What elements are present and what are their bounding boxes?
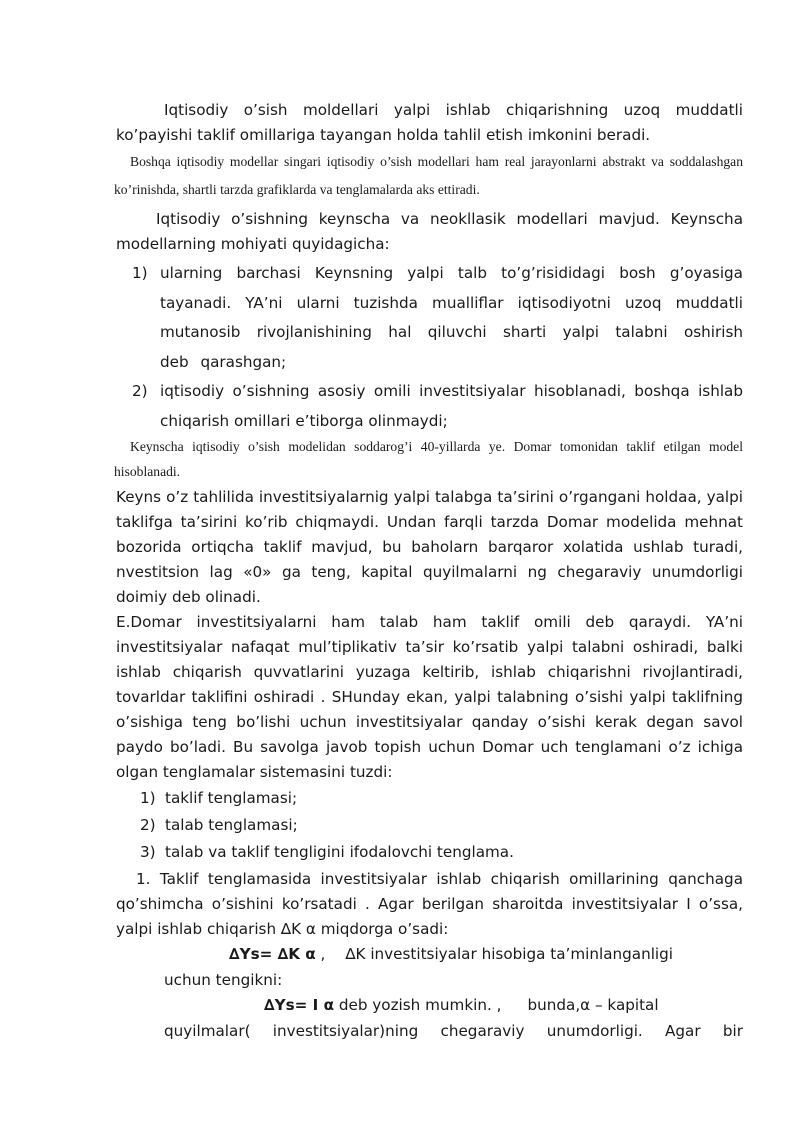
list-item — [116, 839, 743, 866]
list-item-text: taklif tenglamasi; — [165, 789, 298, 807]
list-item — [116, 812, 743, 839]
equation-system-list — [116, 785, 743, 866]
list-item-number: 2) — [132, 382, 148, 400]
document-page — [116, 98, 743, 1044]
list-item-number: 3) — [140, 843, 156, 861]
formula-line-3 — [116, 993, 743, 1019]
formula-ys-i-alpha: ∆Ys= I α — [264, 996, 335, 1014]
paragraph-domar-investments: E.Domar investitsiyalarni ham talab ham taklif omili deb qaraydi. YA’ni investitsiyalar nafaqat mul’tiplikativ ta’sir ko’rsatib yalpi talabni oshiradi, balki ishlab chiqarish quvvatlarini yuzaga keltirib, ishlab chiqarishni rivojlantiradi, tovarldar taklifini oshiradi . SHunday ekan, yalpi talabning o’sishi yalpi taklifning o’sishiga teng bo’lishi uchun investitsiyalar qanday o’sishi kerak degan savol paydo bo’ladi. Bu savolga javob topish uchun Domar uch tenglamani o’z ichiga olgan tenglamalar sistemasini tuzdi: — [116, 613, 743, 781]
formula-alpha-definition-cont: quyilmalar( investitsiyalar)ning chegaraviy unumdorligi. Agar bir — [164, 1021, 743, 1040]
formula-explanation-cont: uchun tengikni: — [164, 970, 283, 989]
formula-line-2 — [116, 968, 743, 994]
list-item — [116, 259, 743, 377]
list-item-number: 1) — [140, 789, 156, 807]
paragraph-supply-equation: 1. Taklif tenglamasida investitsiyalar ishlab chiqarish omillarining qanchaga qo’shimcha o’sishini ko’rsatadi . Agar berilgan sharoitda investitsiyalar I o’ssa, yalpi ishlab chiqarish ∆K α miqdorga o’sadi: — [116, 870, 743, 938]
list-item-text: talab va taklif tengligini ifodalovchi tenglama. — [165, 843, 514, 861]
paragraph-models-abstract: Boshqa iqtisodiy modellar singari iqtisodiy o’sish modellari ham real jarayonlarni abstrakt va soddalashgan ko’rinishda, shartli tarzda grafiklarda va tenglamalarda aks ettiradi. — [114, 154, 743, 197]
list-item-text: talab tenglamasi; — [165, 816, 298, 834]
formula-explanation: ∆K investitsiyalar hisobiga ta’minlanganligi — [345, 945, 674, 963]
formula-separator: , — [315, 945, 326, 963]
formula-line-4 — [116, 1019, 743, 1045]
list-item-number: 1) — [132, 264, 148, 282]
formula-alpha-definition: bunda,α – kapital — [527, 996, 659, 1014]
formula-line-1 — [116, 942, 743, 968]
list-item-number: 2) — [140, 816, 156, 834]
list-item-text: iqtisodiy o’sishning asosiy omili investitsiyalar hisoblanadi, boshqa ishlab chiqarish omillari e’tiborga olinmaydi; — [160, 382, 743, 430]
keynes-model-list — [116, 259, 743, 436]
formula-ys-delta-k: ∆Ys= ∆K α — [229, 945, 316, 963]
paragraph-keynes-analysis: Keyns o’z tahlilida investitsiyalarnig yalpi talabga ta’sirini o’rgangani holdaa, yalpi taklifga ta’sirini ko’rib chiqmaydi. Undan farqli tarzda Domar modelida mehnat bozorida ortiqcha taklif mavjud, bu baholarn barqaror xolatida ushlab turadi, nvestitsion lag «0» ga teng, kapital quyilmalarni ng chegaraviy unumdorligi doimiy deb olinadi. — [116, 488, 743, 606]
list-item — [116, 377, 743, 436]
list-item — [116, 785, 743, 812]
paragraph-keynes-neoclassic: Iqtisodiy o’sishning keynscha va neokllasik modellari mavjud. Keynscha modellarning mohiyati quyidagicha: — [116, 210, 743, 253]
paragraph-domar-model: Keynscha iqtisodiy o’sish modelidan soddarog’i 40-yillarda ye. Domar tomonidan taklif etilgan model hisoblanadi. — [114, 439, 743, 479]
formula-note: deb yozish mumkin. , — [334, 996, 502, 1014]
list-item-text: ularning barchasi Keynsning yalpi talb to’g’risididagi bosh g’oyasiga tayanadi. YA’ni ularni tuzishda mualliflar iqtisodiyotni uzoq muddatli mutanosib rivojlanishining hal qiluvchi sharti yalpi talabni oshirish deb qarashgan; — [160, 264, 743, 371]
paragraph-intro: Iqtisodiy o’sish moldellari yalpi ishlab chiqarishning uzoq muddatli ko’payishi taklif omillariga tayangan holda tahlil etish imkonini beradi. — [116, 101, 743, 144]
